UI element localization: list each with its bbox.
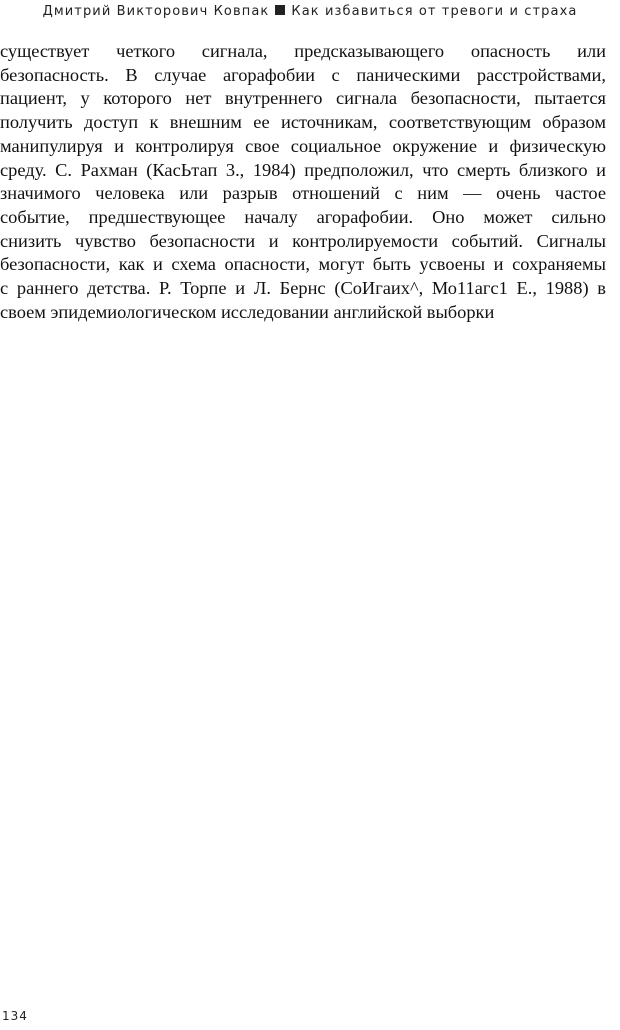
text-line: значимого человека или разрыв отношений с ним — очень частое (0, 183, 606, 204)
text-line: событие, предшествующее началу агорафобии. Оно может сильно (0, 206, 606, 227)
separator-square-icon (275, 5, 285, 15)
text-line: существует четкого сигнала, предсказывающего опасность или (0, 41, 606, 61)
header-book-title: Как избавиться от тревоги и страха (291, 4, 578, 19)
running-header (0, 4, 620, 19)
text-line: с раннего детства. Р. Торпе и Л. Бернс (СоИгаих^, Мо11агс1 Е., 1988) в (0, 278, 606, 299)
page-number: 134 (2, 1009, 28, 1023)
text-line: безопасность. В случае агорафобии с паническими расстройствами, (0, 64, 606, 85)
body-text (0, 40, 606, 324)
text-line: получить доступ к внешним ее источникам, соответствующим образом (0, 112, 606, 133)
text-line: своем эпидемиологическом исследовании английской выборки (0, 301, 495, 322)
text-line: пациент, у которого нет внутреннего сигнала безопасности, пытается (0, 88, 606, 109)
text-line: безопасности, как и схема опасности, могут быть усвоены и сохраняемы (0, 254, 606, 275)
text-line: снизить чувство безопасности и контролируемости событий. Сигналы (0, 230, 606, 251)
text-line: среду. С. Рахман (КасЬтап 3., 1984) предположил, что смерть близкого и (0, 159, 606, 180)
header-author: Дмитрий Викторович Ковпак (42, 4, 270, 19)
text-line: манипулируя и контролируя свое социальное окружение и физическую (0, 135, 606, 156)
